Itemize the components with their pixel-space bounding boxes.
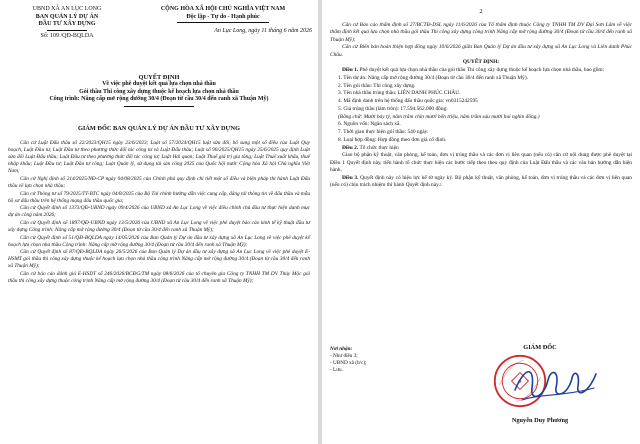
page-number: 2 <box>479 8 483 15</box>
motto-underline <box>177 22 269 23</box>
agency-block <box>6 6 128 40</box>
article-1 <box>330 67 632 74</box>
recipients-label: Nơi nhận: <box>330 346 353 352</box>
basis-paragraph: Căn cứ Biên bản hoàn thiện hợp đồng ngày 10/6/2026 giữa Ban Quản lý Dự án đầu tư xây dựng xã An Lục Long và Liên danh Phúc Châu. <box>330 44 632 58</box>
nation-motto: Độc lập - Tự do - Hạnh phúc <box>186 13 260 20</box>
recipient-item: - UBND xã (b/c); <box>330 360 367 366</box>
list-item: 1. Tên dự án: Nâng cấp mở rộng đường 30/4 (Đoạn từ cầu 30/4 đến ranh xã Thuận Mỹ). <box>338 74 529 81</box>
handwritten-signature-icon <box>510 358 600 408</box>
director-title: GIÁM ĐỐC BAN QUẢN LÝ DỰ ÁN ĐẦU TƯ XÂY DỰNG <box>78 125 240 132</box>
decision-heading: QUYẾT ĐỊNH <box>138 74 180 81</box>
basis-paragraph: Căn cứ Quyết định số 1373/QĐ-UBND ngày 09/4/2026 của UBND xã An Lục Long về việc điều chỉnh chủ đầu tư thực hiện danh mục dự án công năm 2026; <box>8 205 310 219</box>
document-header <box>6 6 312 68</box>
list-item: 2. Tên gói thầu: Thi công xây dựng. <box>338 82 416 89</box>
basis-paragraph: Căn cứ Luật Đấu thầu số 22/2023/QH15 ngày 23/6/2023; Luật số 57/2024/QH15 luật sửa đổi, bổ sung một số điều của Luật Quy hoạch, Luật Đầu tư, Luật Đầu tư theo phương thức đối tác công tư và Luật Đấu thầu; Luật số 90/2025/QH15 ngày 25/6/2025 quy định Luật sửa đổi Luật Đấu thầu; Luật Đầu tư theo phương thức đối tác công tư; Luật Hải quan; Luật Thuế giá trị gia tăng; Luật Thuế xuất khẩu, thuế nhập khẩu; Luật Đầu tư; Luật Đầu tư công; Luật Quản lý, sử dụng tài sản công 2025 của Quốc hội nước Cộng hòa Xã hội Chủ nghĩa Việt Nam; <box>8 140 310 175</box>
document-page-1 <box>0 0 318 444</box>
basis-paragraph: Căn cứ Quyết định số 87/QĐ-BQLDA ngày 26/5/2026 của Ban Quản lý Dự án đầu tư xây dựng xã An Lục Long về việc phê duyệt E-HSMT gói thầu thi công xây dựng thuộc kế hoạch lựa chọn nhà thầu công trình Nâng cấp mở rộng đường 30/4 (Đoạn từ cầu 30/4 đến ranh xã Thuận Mỹ); <box>8 249 310 270</box>
article-3-text: Quyết định này có hiệu lực kể từ ngày ký. Bộ phận kỹ thuật, văn phòng, kế toán, đơn vị trúng thầu và các đơn vị liên quan (nếu có) chịu trách nhiệm thi hành Quyết định này./. <box>330 174 632 188</box>
article-2-label: Điều 2. <box>342 144 359 151</box>
article-2-body: Giao bộ phận kỹ thuật, văn phòng, kế toán, đơn vị trúng thầu và các đơn vị liên quan (nếu có) căn cứ nội dung được phê duyệt tại Điều 1 Quyết định này, tiến hành tổ chức thực hiện các bước tiếp theo theo quy định của Luật Đấu thầu và các văn bản hướng dẫn hiện hành. <box>330 152 632 173</box>
decision-body <box>330 22 632 190</box>
decision-subject-1: Về việc phê duyệt kết quả lựa chọn nhà thầu <box>102 81 216 88</box>
article-1-label: Điều 1. <box>342 67 359 73</box>
recipients-block <box>330 346 450 374</box>
agency-line-1: UBND XÃ AN LỤC LONG <box>32 6 102 12</box>
basis-paragraph: Căn cứ Thông tư số 79/2025/TT-BTC ngày 04/8/2025 của Bộ Tài chính hướng dẫn việc cung cấp, đăng tải thông tin về đấu thầu và mẫu hồ sơ đấu thầu trên hệ thống mạng đấu thầu quốc gia; <box>8 190 310 204</box>
basis-paragraph: Căn cứ Báo cáo thẩm định số 27/BCTĐ-DSL ngày 11/6/2026 của Tổ thẩm định thuộc Công ty TNHH TM DV Đại Sơn Lâm về việc thẩm định kết quả lựa chọn nhà thầu gói thầu Thi công xây dựng công trình Nâng cấp mở rộng đường 30/4 (Đoạn từ cầu 30/4 đến ranh xã Thuận Mỹ); <box>330 22 632 43</box>
list-item: 6. Nguồn vốn: Ngân sách xã. <box>338 121 401 128</box>
decision-title <box>6 74 312 107</box>
signer-name: Nguyễn Duy Phương <box>511 417 569 424</box>
signer-role: GIÁM ĐỐC <box>523 344 557 351</box>
basis-paragraph: Căn cứ Quyết định số 1897/QĐ-UBND ngày 13/5/2026 của UBND xã An Lục Long về việc phê duyệt báo cáo kinh tế kỹ thuật đầu tư xây dựng Công trình: Nâng cấp mở rộng đường 30/4 (Đoạn từ cầu 30/4 đến ranh xã Thuận Mỹ); <box>8 219 310 233</box>
recipient-item: - Lưu. <box>330 367 343 373</box>
basis-paragraph: Căn cứ Quyết định số 51/QĐ-BQLDA ngày 14/05/2026 của Ban Quản lý Dự án đầu tư xây dựng xã An Lục Long về việc phê duyệt kế hoạch lựa chọn nhà thầu Công trình: Nâng cấp mở rộng đường 30/4 (Đoạn từ cầu 30/4 đến ranh xã Thuận Mỹ); <box>8 234 310 248</box>
agency-line-3: ĐẦU TƯ XÂY DỰNG <box>38 21 96 27</box>
decision-subject-2: Gói thầu Thi công xây dựng thuộc kế hoạch lựa chọn nhà thầu <box>79 88 239 95</box>
basis-paragraph: Căn cứ Nghị định số 214/2025/NĐ-CP ngày 04/08/2025 của Chính phủ quy định chi tiết một số điều và biện pháp thi hành Luật Đấu thầu về lựa chọn nhà thầu; <box>8 175 310 189</box>
agency-line-2: BAN QUẢN LÝ DỰ ÁN <box>35 13 99 20</box>
agency-underline <box>47 30 87 31</box>
list-item: 4. Mã định danh trên hệ thống đấu thầu quốc gia: vn0315242595 <box>338 98 478 104</box>
legal-basis <box>8 140 310 286</box>
decides-heading: QUYẾT ĐỊNH: <box>462 59 500 66</box>
article-2 <box>330 145 632 152</box>
list-item: 5. Giá trúng thầu (làm tròn): 17.594.562.000 đồng. <box>338 105 448 112</box>
list-item: 7. Thời gian thực hiện gói thầu: 540 ngày. <box>338 129 429 135</box>
article-3-label: Điều 3. <box>342 174 359 181</box>
title-rule <box>124 106 194 107</box>
list-item: 3. Tên nhà thầu trúng thầu: LIÊN DANH PHÚC CHÂU. <box>338 90 461 97</box>
document-page-2 <box>322 0 640 444</box>
article-2-text: Tổ chức thực hiện <box>358 144 399 151</box>
article-3 <box>330 175 632 190</box>
list-item: (Bằng chữ: Mười bảy tỷ, năm trăm chín mươi bốn triệu, năm trăm sáu mươi hai nghìn đồng.) <box>338 113 540 120</box>
list-item: 8. Loại hợp đồng: Hợp đồng theo đơn giá cố định. <box>338 136 447 143</box>
place-date: An Lục Long, ngày 11 tháng 6 năm 2026 <box>214 28 312 34</box>
article-1-items <box>330 75 632 144</box>
signature-block <box>448 344 632 440</box>
nation-name: CỘNG HÒA XÃ HỘI CHỦ NGHĨA VIỆT NAM <box>160 6 286 12</box>
basis-paragraph: Căn cứ báo cáo đánh giá E-HSDT số 246/2026/BCĐG/TM ngày 08/6/2026 của tổ chuyên gia Công ty TNHH TM DV Thủy Mộc gói thầu thi công xây dựng thuộc công trình Nâng cấp mở rộng đường 30/4 (Đoạn từ cầu 30/4 đến ranh xã Thuận Mỹ); <box>8 271 310 285</box>
article-1-text: Phê duyệt kết quả lựa chọn nhà thầu của gói thầu Thi công xây dựng thuộc kế hoạch lựa chọn nhà thầu, bao gồm: <box>358 67 605 73</box>
doc-number: Số: 109 /QĐ-BQLDA <box>40 32 94 39</box>
nation-block <box>134 6 312 36</box>
svg-text:★: ★ <box>517 379 523 385</box>
decision-subject-3: Công trình: Nâng cấp mở rộng đường 30/4 (Đoạn từ cầu 30/4 đến ranh xã Thuận Mỹ) <box>49 96 269 103</box>
recipient-item: - Như điều 3; <box>330 353 358 359</box>
